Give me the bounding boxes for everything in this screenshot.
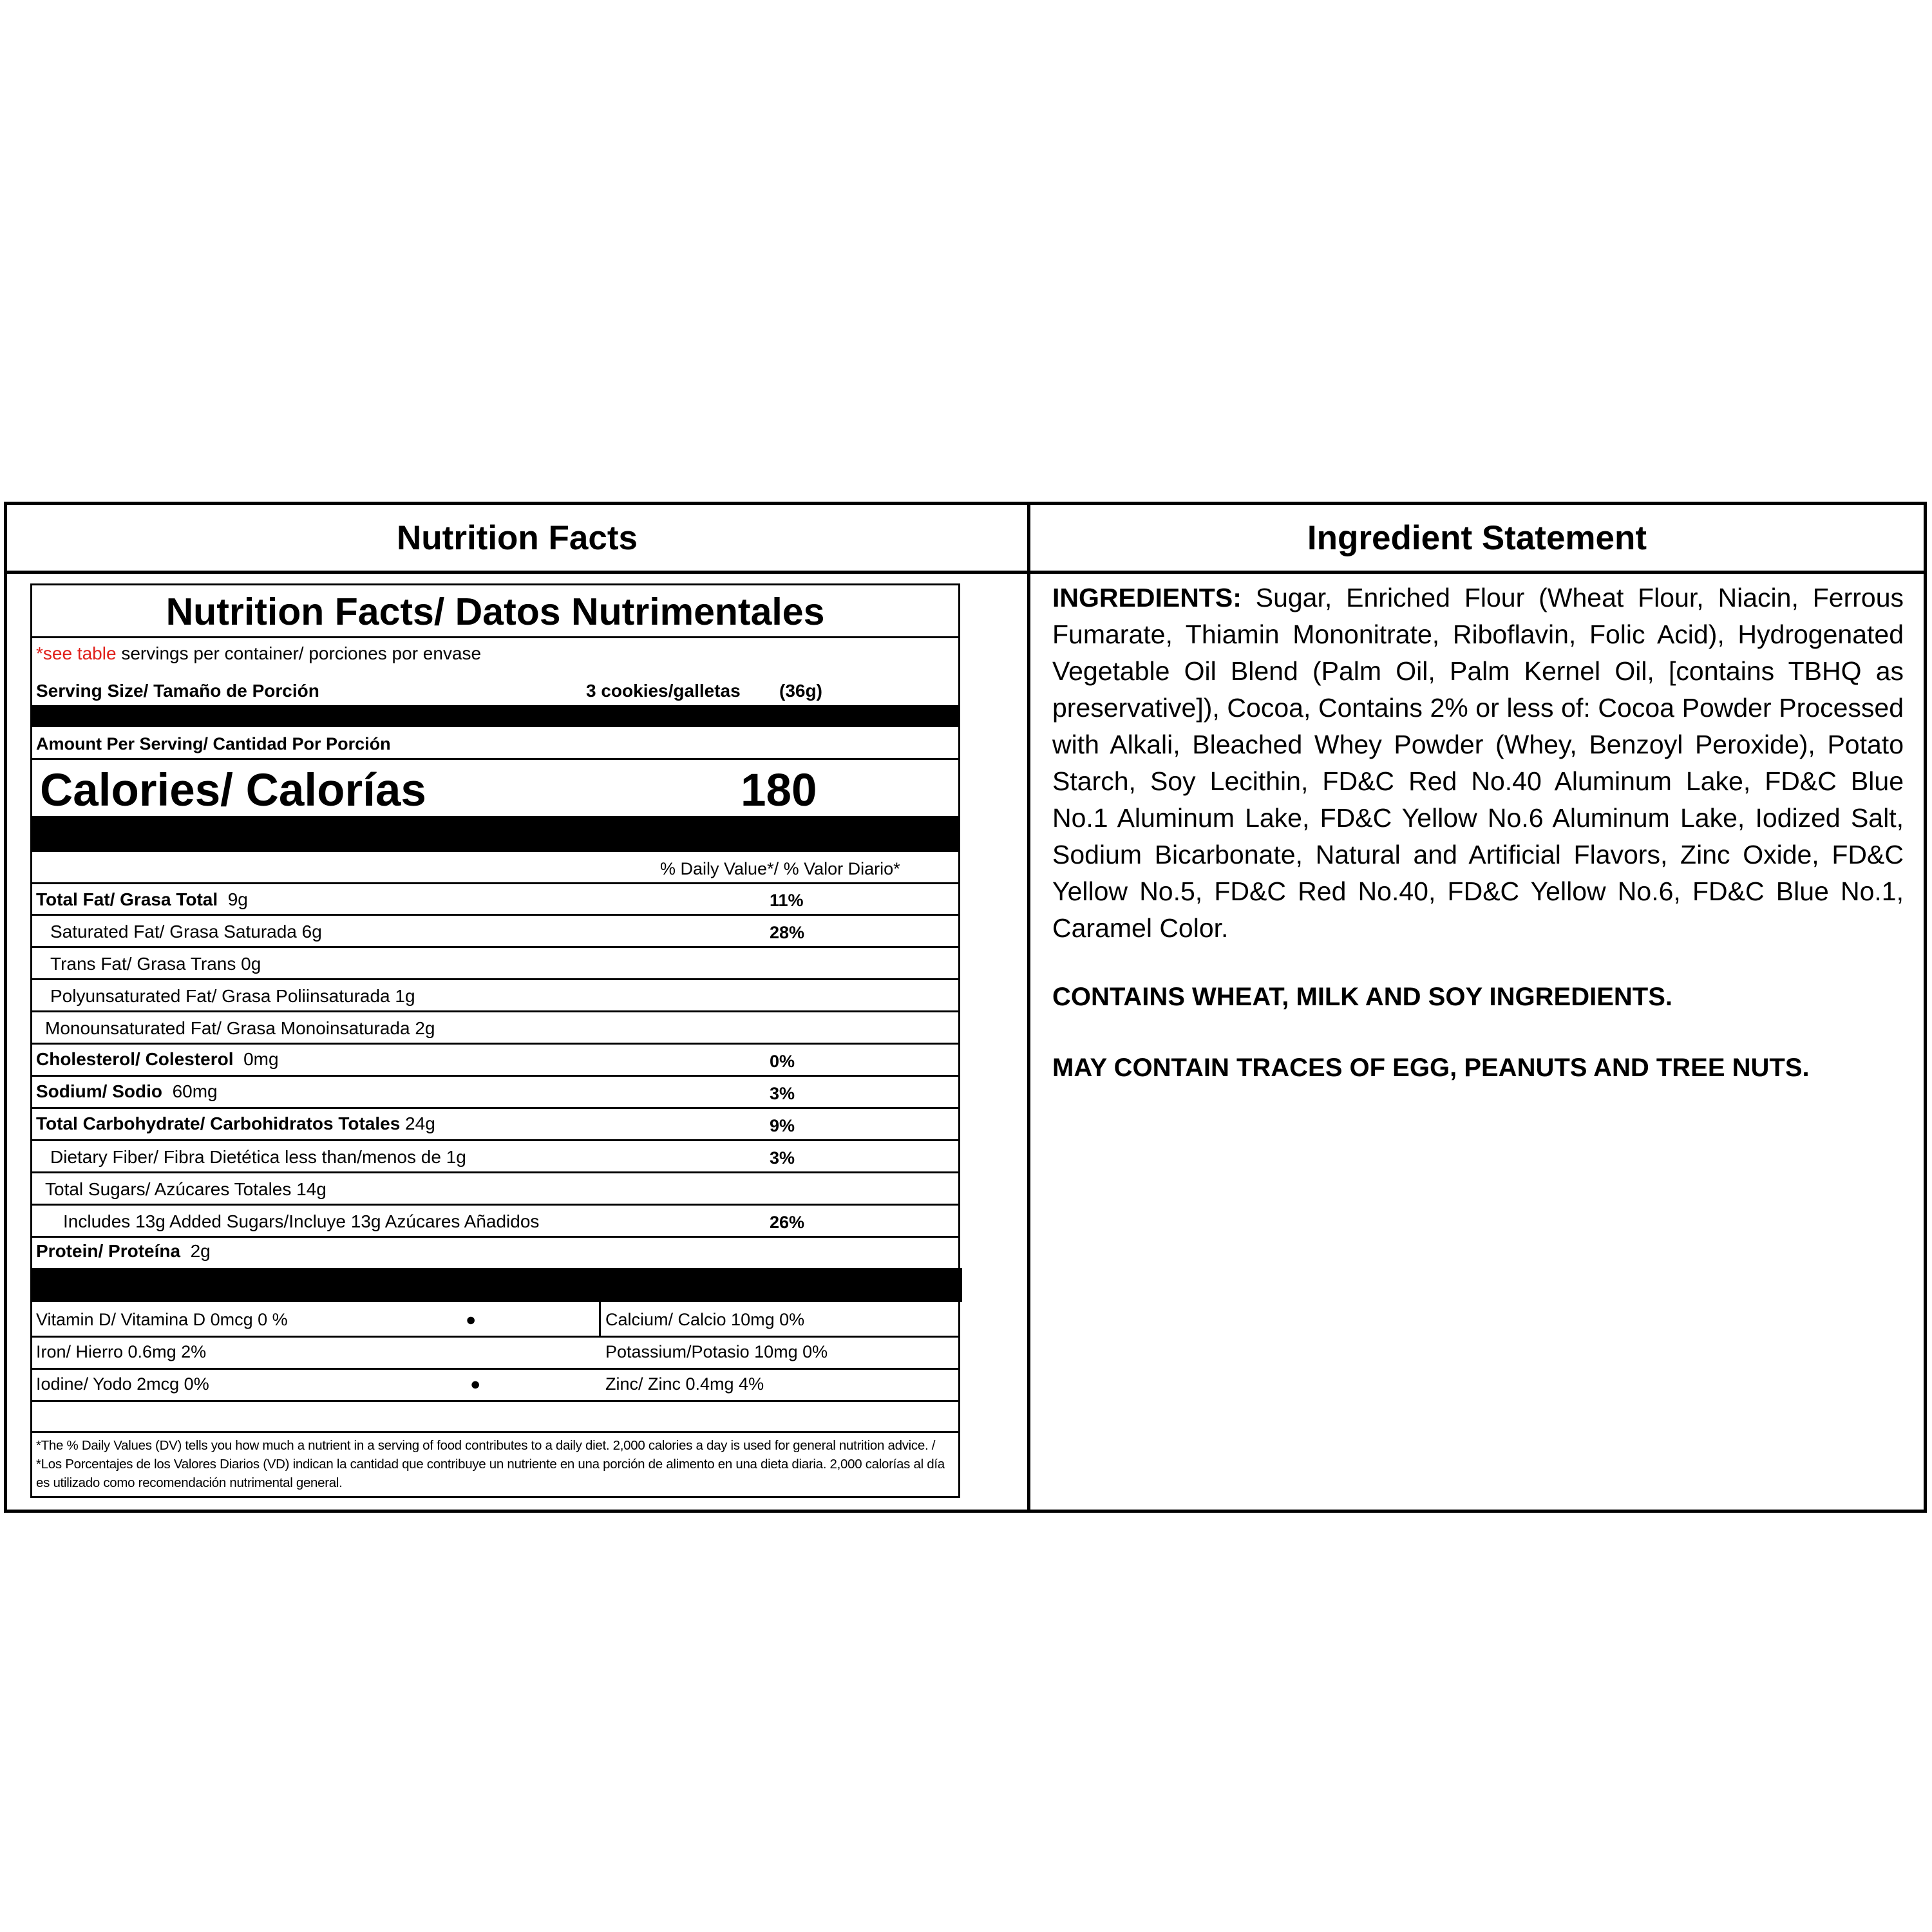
nutrient-amount: 24g [405, 1113, 435, 1133]
dv-dietary-fiber: 3% [770, 1148, 795, 1168]
allergen-contains: CONTAINS WHEAT, MILK AND SOY INGREDIENTS. [1052, 983, 1672, 1011]
micro-potassium: Potassium/Potasio 10mg 0% [605, 1342, 828, 1361]
column-divider [1027, 505, 1030, 1510]
divider [32, 636, 958, 638]
divider [32, 1107, 958, 1109]
divider [32, 1043, 958, 1045]
nutrient-monounsaturated-fat: Monounsaturated Fat/ Grasa Monoinsaturada 2g [45, 1018, 435, 1038]
micro-column-divider [599, 1302, 601, 1336]
divider [32, 1236, 958, 1238]
nutrient-name: Total Carbohydrate/ Carbohidratos Totales [36, 1113, 401, 1133]
nutrient-total-fat [36, 891, 248, 909]
micro-calcium: Calcium/ Calcio 10mg 0% [605, 1310, 805, 1329]
divider [32, 914, 958, 916]
divider [32, 1075, 958, 1077]
thick-bar [32, 705, 958, 727]
dv-cholesterol: 0% [770, 1052, 795, 1071]
servings-text: servings per container/ porciones por envase [116, 643, 482, 663]
daily-value-header: % Daily Value*/ % Valor Diario* [660, 859, 900, 878]
dv-saturated-fat: 28% [770, 923, 805, 942]
nutrient-polyunsaturated-fat: Polyunsaturated Fat/ Grasa Poliinsaturada 1g [50, 986, 415, 1006]
nutrient-total-sugars: Total Sugars/ Azúcares Totales 14g [45, 1179, 327, 1199]
divider [32, 1368, 958, 1370]
nutrient-cholesterol [36, 1050, 279, 1068]
thick-bar [600, 1270, 962, 1302]
nutrient-name: Sodium/ Sodio [36, 1081, 162, 1101]
divider [32, 882, 958, 884]
divider [32, 946, 958, 948]
header-divider [7, 571, 1924, 574]
dv-added-sugars: 26% [770, 1213, 805, 1232]
calories-label: Calories/ Calorías [40, 765, 426, 816]
nutrition-column-heading: Nutrition Facts [397, 518, 638, 557]
divider [32, 1204, 958, 1206]
servings-star: * [36, 643, 43, 663]
nutrient-dietary-fiber: Dietary Fiber/ Fibra Dietética less than/menos de 1g [50, 1147, 466, 1167]
divider [32, 1336, 958, 1338]
ingredients-text: Sugar, Enriched Flour (Wheat Flour, Niacin, Ferrous Fumarate, Thiamin Mononitrate, Riboflavin, Folic Acid), Hydrogenated Vegetable Oil Blend (Palm Oil, Palm Kernel Oil, [contains TBHQ as preservative]), Cocoa, Contains 2% or less of: Cocoa Powder Processed with Alkali, Bleached Whey Powder (Whey, Benzoyl Peroxide), Potato Starch, Soy Lecithin, FD&C Red No.40 Aluminum Lake, FD&C Blue No.1 Aluminum Lake, FD&C Yellow No.6 Aluminum Lake, Iodized Salt, Sodium Bicarbonate, Natural and Artificial Flavors, Zinc Oxide, FD&C Yellow No.5, FD&C Red No.40, FD&C Yellow No.6, FD&C Blue No.1, Caramel Color. [1052, 583, 1904, 943]
divider [32, 758, 958, 760]
nutrient-name: Cholesterol/ Colesterol [36, 1049, 234, 1069]
dv-total-carbohydrate: 9% [770, 1116, 795, 1135]
ingredient-list [1052, 580, 1904, 947]
nutrient-trans-fat: Trans Fat/ Grasa Trans 0g [50, 954, 261, 974]
nutrient-amount: 60mg [172, 1081, 218, 1101]
label-title: Nutrition Facts/ Datos Nutrimentales [166, 591, 825, 633]
amount-per-serving: Amount Per Serving/ Cantidad Por Porción [36, 734, 391, 753]
micro-bullet: ● [466, 1310, 477, 1329]
micro-bullet: ● [470, 1374, 481, 1394]
divider [32, 1010, 958, 1012]
calories-value: 180 [741, 765, 817, 816]
serving-size-label: Serving Size/ Tamaño de Porción [36, 681, 319, 701]
micro-zinc: Zinc/ Zinc 0.4mg 4% [605, 1374, 764, 1394]
daily-value-footnote: *The % Daily Values (DV) tells you how much a nutrient in a serving of food contributes to a daily diet. 2,000 calories a day is used for general nutrition advice. / *Los Porcentajes de los Valores Diarios (VD) indican la cantidad que contribuye un nutriente en una porción de alimento en una dieta diaria. 2,000 calorías al día es utilizado como recomendación nutrimental general. [36, 1438, 945, 1490]
nutrient-total-carbohydrate [36, 1115, 435, 1133]
thick-bar [32, 1268, 600, 1302]
ingredients-column-heading: Ingredient Statement [1307, 518, 1647, 557]
divider [32, 1171, 958, 1173]
nutrient-added-sugars: Includes 13g Added Sugars/Incluye 13g Azúcares Añadidos [63, 1211, 540, 1231]
micro-iodine: Iodine/ Yodo 2mcg 0% [36, 1374, 209, 1394]
dv-total-fat: 11% [770, 891, 804, 910]
nutrition-label [30, 583, 960, 1498]
nutrient-name: Protein/ Proteína [36, 1241, 181, 1261]
nutrient-protein [36, 1242, 211, 1260]
nutrient-amount: 9g [227, 889, 248, 909]
serving-size-grams: (36g) [779, 681, 822, 701]
divider [32, 978, 958, 980]
micro-iron: Iron/ Hierro 0.6mg 2% [36, 1342, 207, 1361]
nutrient-sodium [36, 1083, 218, 1101]
divider [32, 1431, 958, 1433]
servings-per-container [36, 645, 481, 663]
thick-bar [32, 816, 958, 852]
allergen-may-contain: MAY CONTAIN TRACES OF EGG, PEANUTS AND TREE NUTS. [1052, 1054, 1810, 1082]
nutrient-name: Total Fat/ Grasa Total [36, 889, 218, 909]
see-table-link[interactable]: see table [43, 643, 117, 663]
nutrient-amount: 0mg [243, 1049, 279, 1069]
serving-size-value: 3 cookies/galletas [586, 681, 741, 701]
micro-vitamin-d: Vitamin D/ Vitamina D 0mcg 0 % [36, 1310, 288, 1329]
ingredients-label: INGREDIENTS: [1052, 583, 1242, 612]
nutrient-amount: 2g [190, 1241, 211, 1261]
divider [32, 1139, 958, 1141]
divider [32, 1400, 958, 1402]
nutrient-saturated-fat: Saturated Fat/ Grasa Saturada 6g [50, 922, 322, 942]
dv-sodium: 3% [770, 1084, 795, 1103]
